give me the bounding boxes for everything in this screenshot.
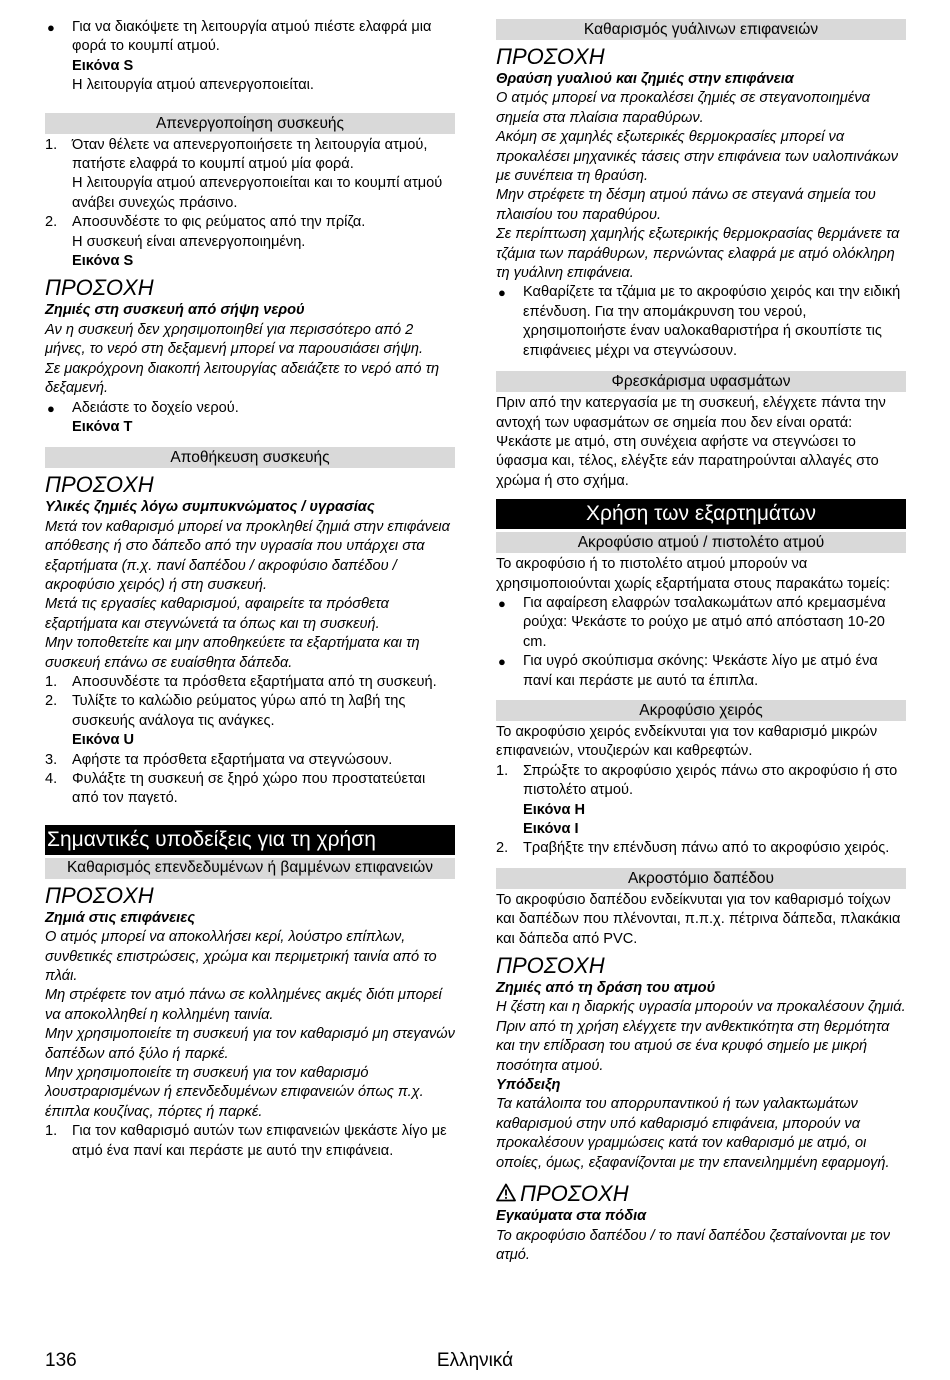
bullet-marker: ● <box>47 400 55 416</box>
number-marker: 2. <box>45 214 58 231</box>
warning-triangle-icon <box>496 1181 520 1207</box>
caution-heading-with-icon <box>496 1181 906 1207</box>
caution-text: Μην χρησιμοποιείτε τη συσκευή για τον καθαρισμό μη στεγανών δαπέδων από ξύλο ή παρκέ. <box>45 1026 455 1062</box>
result-text: Η λειτουργία ατμού απενεργοποιείται. <box>72 77 314 94</box>
list-item-text: Σπρώξτε το ακροφύσιο χειρός πάνω στο ακροφύσιο ή στο πιστολέτο ατμού. <box>523 762 898 799</box>
section-heading: Ακροφύσιο ατμού / πιστολέτο ατμού <box>496 532 906 553</box>
note-text: Τα κατάλοιπα του απορρυπαντικού ή των γαλακτωμάτων καθαρισμού στην υπό καθαρισμό επιφάνεια, μπορούν να προκαλέσουν γραμμώσεις κατά τον καθαρισμό με ατμό, οι οποίες, όμως, εξαφανίζονται με την επανειλημμένη εφαρμογή. <box>496 1096 890 1171</box>
caution-text: Ακόμη σε χαμηλές εξωτερικές θερμοκρασίες μπορεί να προκαλέσει μηχανικές τάσεις στην επιφάνεια των υαλοπινάκων με συνέπεια τη θραύση. <box>496 129 899 185</box>
caution-subtitle: Θραύση γυαλιού και ζημιές στην επιφάνεια <box>496 71 794 87</box>
section-heading: Φρεσκάρισμα υφασμάτων <box>496 371 906 392</box>
caution-text: Η ζέστη και η διαρκής υγρασία μπορούν να προκαλέσουν ζημιά. <box>496 999 906 1016</box>
number-marker: 4. <box>45 771 58 787</box>
paragraph: Το ακροφύσιο ή το πιστολέτο ατμού μπορούν να χρησιμοποιούνται χωρίς εξαρτήματα στους παρακάτω τομείς: <box>496 556 891 592</box>
caution-subtitle: Υλικές ζημιές λόγω συμπυκνώματος / υγρασίας <box>45 499 375 516</box>
list-item <box>45 18 455 57</box>
figure-reference: Εικόνα I <box>523 821 579 837</box>
bullet-marker: ● <box>498 285 506 301</box>
paragraph: Πριν από την κατεργασία με τη συσκευή, ελέγχετε πάντα την αντοχή των υφασμάτων σε σημεία που δεν είναι ορατά: Ψεκάστε με ατμό, στη συνέχεια αφήστε να στεγνώσει το ύφασμα και, τέλος, ελέγξτε εάν παρατηρούνται αλλαγές στο χρώμα ή στο σχήμα. <box>496 395 886 489</box>
list-item <box>496 594 906 652</box>
section-heading: Ακροφύσιο χειρός <box>496 700 906 721</box>
caution-text: Ο ατμός μπορεί να αποκολλήσει κερί, λούστρο επίπλων, συνθετικές επιστρώσεις, χρώμα και περιμετρική ταινία από το πλάι. <box>45 929 437 985</box>
caution-text: Μη στρέφετε τον ατμό πάνω σε κολλημένες ακμές διότι μπορεί να αποκολληθεί η κολλημένη ταινία. <box>45 987 442 1023</box>
numbered-item <box>45 213 455 232</box>
list-item <box>496 652 906 691</box>
caution-heading: ΠΡΟΣΟΧΗ <box>496 953 605 979</box>
caution-heading: ΠΡΟΣΟΧΗ <box>45 472 154 498</box>
caution-text: Σε μακρόχρονη διακοπή λειτουργίας αδειάζετε το νερό από τη δεξαμενή. <box>45 360 440 397</box>
figure-reference: Εικόνα T <box>72 418 133 435</box>
list-item <box>45 399 455 418</box>
number-marker: 2. <box>45 693 58 710</box>
caution-text: Μετά τις εργασίες καθαρισμού, αφαιρείτε τα πρόσθετα εξαρτήματα και στεγνώνετά τα όπως και τη συσκευή. <box>45 596 389 632</box>
caution-heading: ΠΡΟΣΟΧΗ <box>496 44 605 69</box>
list-item-text: Φυλάξτε τη συσκευή σε ξηρό χώρο που προστατεύεται από τον παγετό. <box>72 771 426 807</box>
list-item-text: Αποσυνδέστε το φις ρεύματος από την πρίζα. <box>72 214 366 231</box>
figure-reference: Εικόνα S <box>72 253 134 270</box>
number-marker: 1. <box>45 1123 58 1140</box>
list-item-text: Αποσυνδέστε τα πρόσθετα εξαρτήματα από τη συσκευή. <box>72 673 437 690</box>
numbered-item <box>45 751 455 770</box>
caution-text: Μετά τον καθαρισμό μπορεί να προκληθεί ζημιά στην επιφάνεια απόθεσης ή στο δάπεδο από την υγρασία που υπάρχει στα εξαρτήματα (π.χ. πανί δαπέδου / ακροφύσιο δαπέδου / ακροφύσιο χειρός) ή στη συσκευή. <box>45 518 450 593</box>
caution-text: Ο ατμός μπορεί να προκαλέσει ζημιές σε στεγανοποιημένα σημεία στα πλαίσια παραθύρων. <box>496 90 870 126</box>
list-item-text: Τυλίξτε το καλώδιο ρεύματος γύρω από τη λαβή της συσκευής ανάλογα τις ανάγκες. <box>72 693 406 729</box>
list-item-text: Όταν θέλετε να απενεργοποιήσετε τη λειτουργία ατμού, πατήστε ελαφρά το κουμπί ατμού μία φορά. <box>72 136 428 173</box>
caution-heading: ΠΡΟΣΟΧΗ <box>45 275 154 301</box>
caution-subtitle: Ζημιές στη συσκευή από σήψη νερού <box>45 302 305 319</box>
left-column <box>45 18 455 1161</box>
numbered-item <box>496 839 906 858</box>
list-item-text: Για υγρό σκούπισμα σκόνης: Ψεκάστε λίγο με ατμό ένα πανί και περάστε με αυτό τα έπιπλα. <box>523 653 878 689</box>
caution-text: Μην τοποθετείτε και μην αποθηκεύετε τα εξαρτήματα και τη συσκευή επάνω σε ευαίσθητα δάπεδα. <box>45 635 420 671</box>
section-heading: Καθαρισμός επενδεδυμένων ή βαμμένων επιφανειών <box>45 858 455 879</box>
bullet-marker: ● <box>47 20 55 35</box>
list-item-text: Αφήστε τα πρόσθετα εξαρτήματα να στεγνώσουν. <box>72 751 393 768</box>
section-heading: Απενεργοποίηση συσκευής <box>45 113 455 134</box>
section-heading: Καθαρισμός γυάλινων επιφανειών <box>496 19 906 40</box>
paragraph: Το ακροφύσιο χειρός ενδείκνυται για τον καθαρισμό μικρών επιφανειών, ντουζιερών και καθρεφτών. <box>496 723 878 760</box>
caution-text: Μην χρησιμοποιείτε τη συσκευή για τον καθαρισμό λουστραρισμένων ή επενδεδυμένων επιφανειών όπως π.χ. έπιπλα κουζίνας, πόρτες ή παρκέ. <box>45 1065 424 1120</box>
numbered-item <box>45 673 455 692</box>
caution-subtitle: Εγκαύματα στα πόδια <box>496 1208 647 1225</box>
caution-subtitle: Ζημιές από τη δράση του ατμού <box>496 980 716 997</box>
numbered-item <box>45 692 455 731</box>
caution-text: Σε περίπτωση χαμηλής εξωτερικής θερμοκρασίας θερμάνετε τα τζάμια των παράθυρων, περνώντας ελαφρά με ατμό ολόκληρη τη γυάλινη επιφάνεια. <box>496 226 900 282</box>
numbered-item <box>496 762 906 801</box>
caution-heading-text: ΠΡΟΣΟΧΗ <box>520 1181 629 1207</box>
numbered-item <box>45 1122 455 1161</box>
numbered-item <box>45 136 455 175</box>
number-marker: 3. <box>45 751 58 768</box>
caution-text: Το ακροφύσιο δαπέδου / το πανί δαπέδου ζεσταίνονται με τον ατμό. <box>496 1227 891 1263</box>
caution-text: Αν η συσκευή δεν χρησιμοποιηθεί για περισσότερο από 2 μήνες, το νερό στη δεξαμενή μπορεί να παρουσιάσει σήψη. <box>45 321 424 358</box>
number-marker: 1. <box>496 762 509 779</box>
section-heading: Ακροστόμιο δαπέδου <box>496 868 906 889</box>
bullet-marker: ● <box>498 595 506 611</box>
caution-text: Πριν από τη χρήση ελέγχετε την ανθεκτικότητα στη θερμότητα και την επίδραση του ατμού σε ένα κρυφό σημείο με μικρή ποσότητα ατμού. <box>496 1018 890 1074</box>
main-heading: Χρήση των εξαρτημάτων <box>496 499 906 529</box>
figure-reference: Εικόνα S <box>72 57 134 74</box>
number-marker: 1. <box>45 136 58 153</box>
result-text: Η λειτουργία ατμού απενεργοποιείται και το κουμπί ατμού ανάβει συνεχώς πράσινο. <box>72 175 443 211</box>
caution-text: Μην στρέφετε τη δέσμη ατμού πάνω σε στεγανά σημεία του πλαισίου του παραθύρου. <box>496 187 876 223</box>
right-column <box>496 18 906 1265</box>
result-text: Η συσκευή είναι απενεργοποιημένη. <box>72 233 306 250</box>
note-title: Υπόδειξη <box>496 1077 561 1094</box>
list-item-text: Αδειάστε το δοχείο νερού. <box>72 399 239 416</box>
list-item-text: Καθαρίζετε τα τζάμια με το ακροφύσιο χειρός και την ειδική επένδυση. Για την απομάκρυνση του νερού, χρησιμοποιήστε έναν υαλοκαθαριστήρα ή σκουπίστε τις επιφάνειες μέχρι να στεγνώσουν. <box>523 284 901 359</box>
paragraph: Το ακροφύσιο δαπέδου ενδείκνυται για τον καθαρισμό τοίχων και δαπέδων που πλένονται, π.π.χ. πέτρινα δάπεδα, πλακάκια και δάπεδα από PVC. <box>496 891 901 947</box>
page-number: 136 <box>45 1350 77 1371</box>
caution-subtitle: Ζημιά στις επιφάνειες <box>45 909 195 926</box>
numbered-item <box>45 770 455 809</box>
list-item <box>496 283 906 361</box>
figure-reference: Εικόνα H <box>523 801 586 818</box>
section-heading: Αποθήκευση συσκευής <box>45 447 455 468</box>
list-item-text: Τραβήξτε την επένδυση πάνω από το ακροφύσιο χειρός. <box>523 840 890 857</box>
number-marker: 1. <box>45 673 58 690</box>
main-heading: Σημαντικές υποδείξεις για τη χρήση <box>45 825 455 855</box>
number-marker: 2. <box>496 840 509 857</box>
footer-language: Ελληνικά <box>436 1350 514 1371</box>
caution-heading: ΠΡΟΣΟΧΗ <box>45 882 154 908</box>
bullet-marker: ● <box>498 654 506 670</box>
list-item-text: Για τον καθαρισμό αυτών των επιφανειών ψεκάστε λίγο με ατμό ένα πανί και περάστε με αυτό την επιφάνεια. <box>72 1123 447 1159</box>
list-item-text: Για να διακόψετε τη λειτουργία ατμού πιέστε ελαφρά μια φορά το κουμπί ατμού. <box>72 19 432 55</box>
list-item-text: Για αφαίρεση ελαφρών τσαλακωμάτων από κρεμασμένα ρούχα: Ψεκάστε το ρούχο με ατμό από απόσταση 10-20 cm. <box>523 594 886 650</box>
figure-reference: Εικόνα U <box>72 732 135 749</box>
